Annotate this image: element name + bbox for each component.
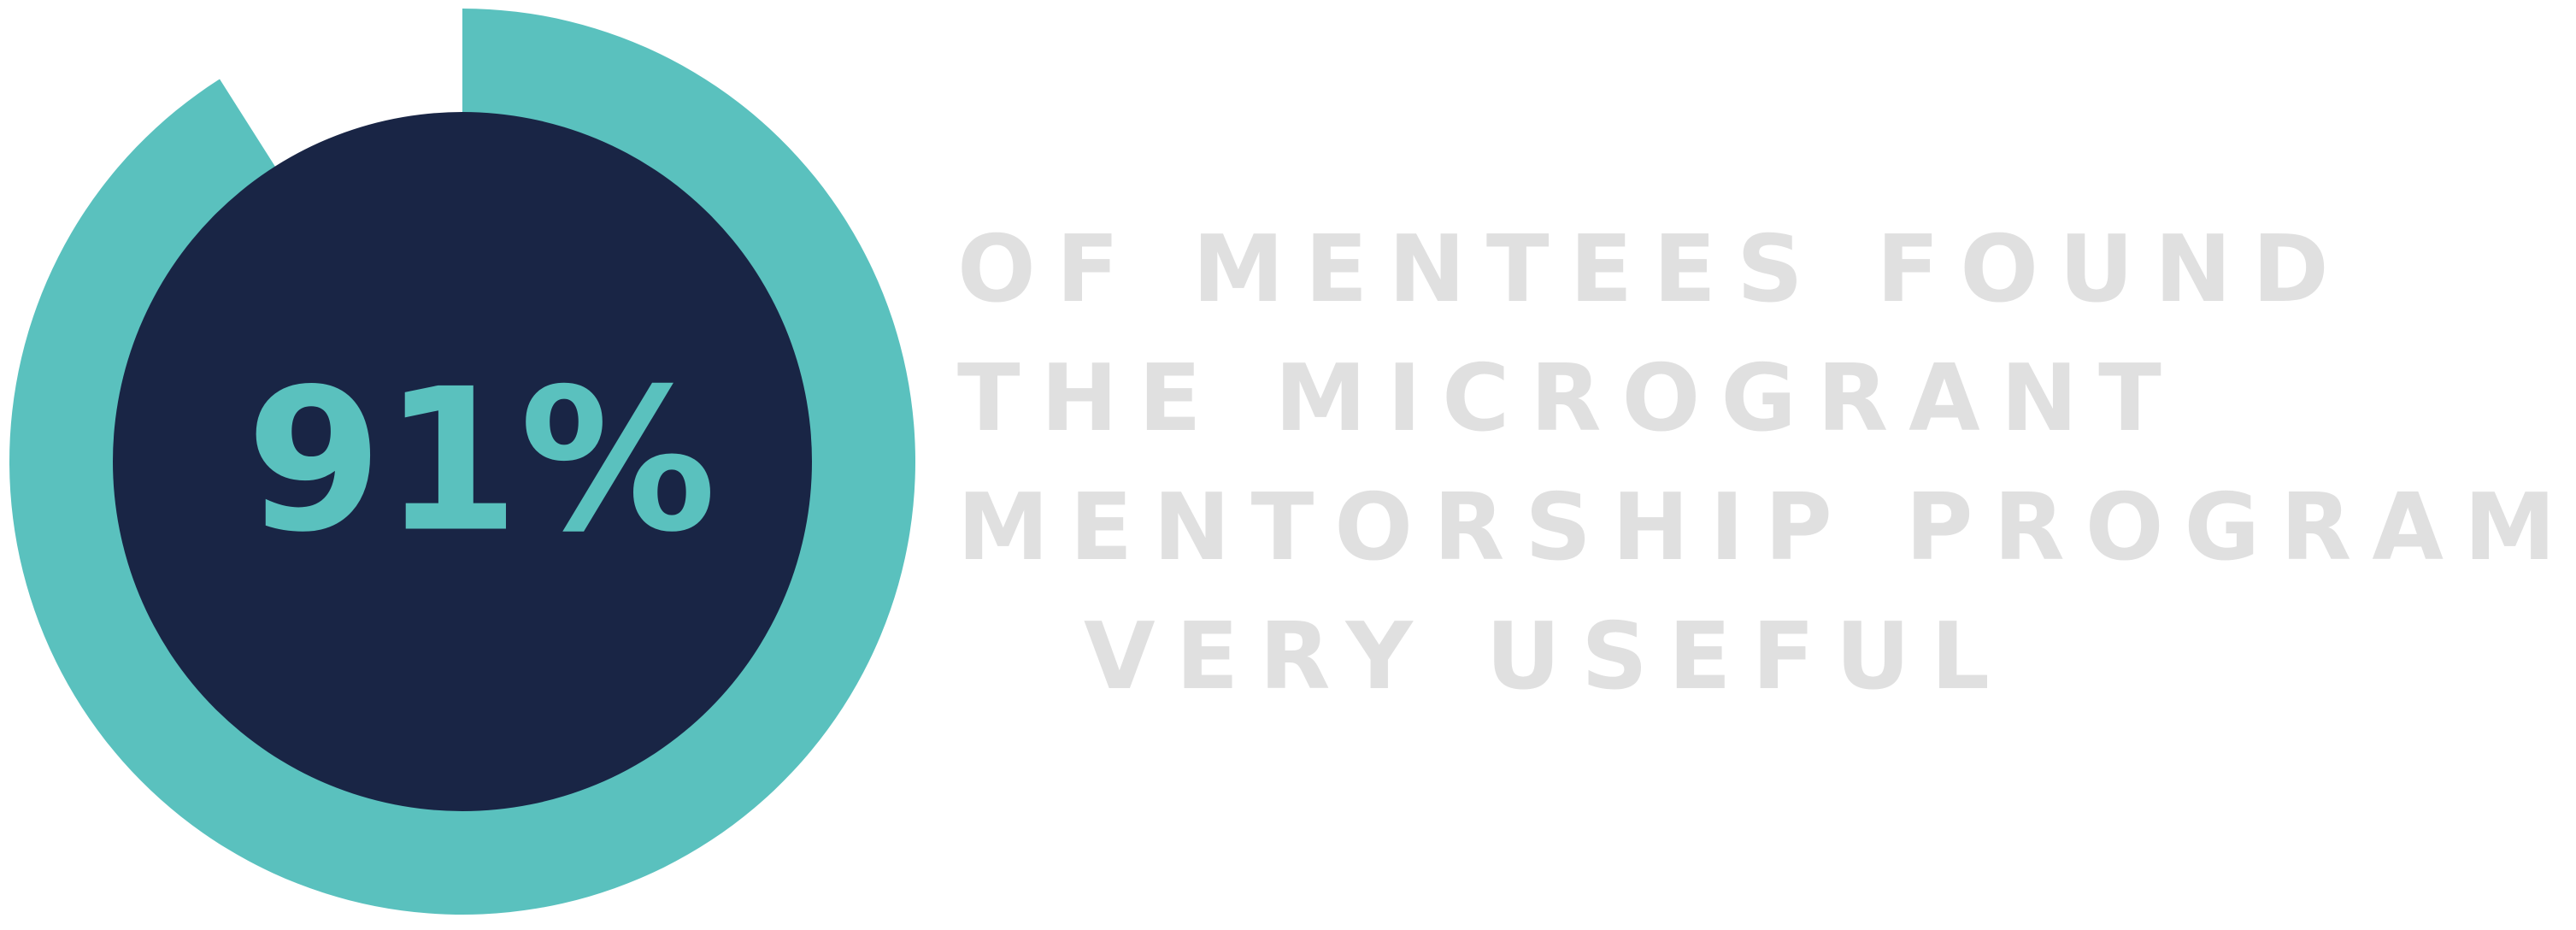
percentage-value-label: 91% bbox=[245, 347, 717, 576]
donut-chart bbox=[0, 0, 940, 930]
caption-text bbox=[957, 205, 2576, 721]
caption-line-4: VERY USEFUL bbox=[1084, 603, 2010, 710]
caption-line-3: MENTORSHIP PROGRAM bbox=[957, 474, 2576, 581]
caption-line-2: THE MICROGRANT bbox=[957, 345, 2182, 452]
caption-line-1: OF MENTEES FOUND bbox=[957, 216, 2350, 323]
